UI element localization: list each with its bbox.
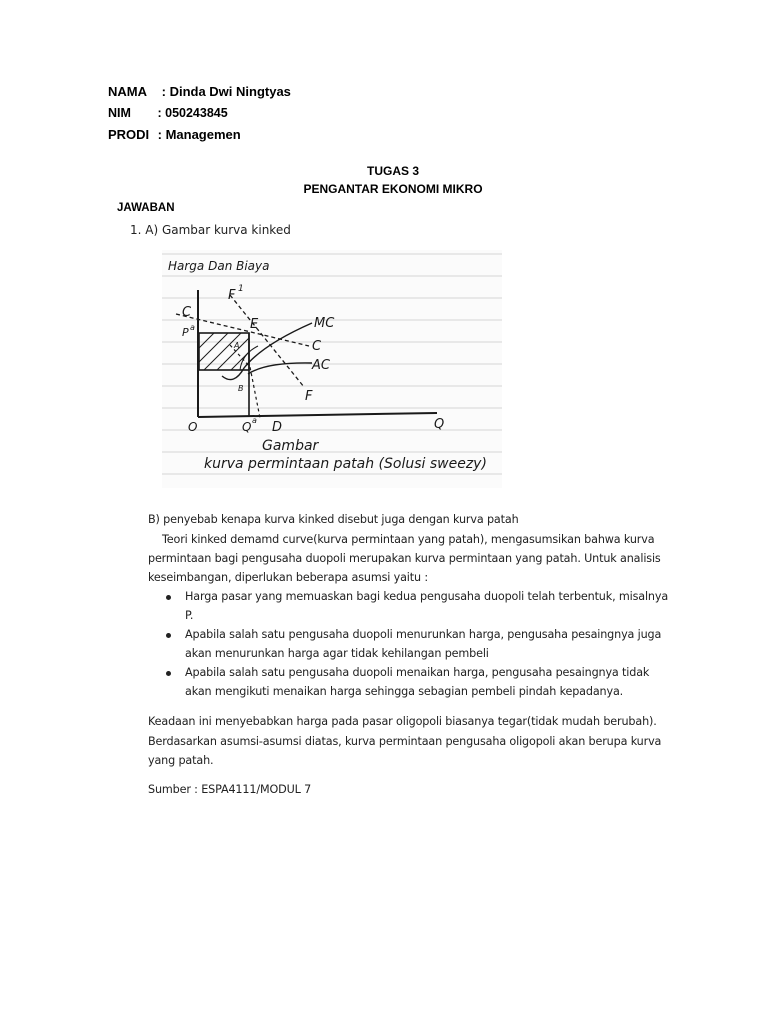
bullet-icon	[166, 595, 171, 600]
label-e: E	[250, 317, 259, 332]
label-q-star: Q	[242, 420, 252, 434]
label-ac: AC	[312, 358, 330, 373]
para1-line1: Teori kinked demamd curve(kurva permintaan yang patah), mengasumsikan bahwa kurva	[162, 533, 655, 546]
question-a: 1. A) Gambar kurva kinked	[130, 223, 291, 237]
bullet2-line2: akan menurunkan harga agar tidak kehilangan pembeli	[185, 647, 489, 660]
bullet-icon	[166, 671, 171, 676]
source-line: Sumber : ESPA4111/MODUL 7	[148, 783, 312, 796]
name-label: NAMA	[108, 84, 147, 99]
label-a: A	[234, 341, 240, 350]
name-value: : Dinda Dwi Ningtyas	[161, 84, 291, 99]
title-tugas: TUGAS 3	[366, 164, 419, 178]
para2-line1: Keadaan ini menyebabkan harga pada pasar oligopoli biasanya tegar(tidak mudah berubah).	[148, 715, 657, 728]
caption-gambar: Gambar	[262, 438, 319, 454]
prodi-label: PRODI	[108, 127, 150, 142]
label-p: P	[182, 326, 189, 339]
bullet1-line1: Harga pasar yang memuaskan bagi kedua pengusaha duopoli telah terbentuk, misalnya	[185, 590, 669, 603]
label-f: F	[305, 389, 313, 404]
title-course: PENGANTAR EKONOMI MIKRO	[303, 182, 483, 196]
para2-line2: Berdasarkan asumsi-asumsi diatas, kurva permintaan pengusaha oligopoli akan berupa kurva	[148, 735, 662, 748]
bullet2-line1: Apabila salah satu pengusaha duopoli menurunkan harga, pengusaha pesaingnya juga	[185, 628, 662, 641]
section-b-heading: B) penyebab kenapa kurva kinked disebut juga dengan kurva patah	[148, 513, 519, 526]
label-f1: F	[228, 288, 236, 303]
bullet3-line2: akan mengikuti menaikan harga sehingga sebagian pembeli pindah kepadanya.	[185, 685, 624, 698]
label-p-sup: a	[190, 323, 195, 332]
y-axis-title: Harga Dan Biaya	[168, 259, 270, 273]
prodi-line	[108, 127, 241, 142]
name-line	[108, 84, 291, 99]
label-mc: MC	[314, 316, 335, 331]
bullet3-line1: Apabila salah satu pengusaha duopoli menaikan harga, pengusaha pesaingnya tidak	[185, 666, 650, 679]
nim-line	[108, 106, 228, 120]
caption-kurva: kurva permintaan patah (Solusi sweezy)	[204, 456, 487, 472]
bullet-icon	[166, 633, 171, 638]
label-b: B	[238, 384, 244, 393]
nim-label: NIM	[108, 106, 131, 120]
jawaban-label: JAWABAN	[117, 202, 175, 214]
label-c-right: C	[312, 339, 322, 354]
kinked-curve-sketch	[162, 250, 502, 488]
label-q-axis: Q	[434, 417, 445, 432]
label-f1-sup: 1	[238, 284, 244, 294]
label-o: O	[188, 420, 198, 434]
bullet1-line2: P.	[185, 609, 194, 622]
label-q-star-sup: a	[252, 416, 257, 425]
para2-line3: yang patah.	[148, 754, 214, 767]
prodi-value: : Managemen	[157, 127, 241, 142]
para1-line2: permintaan bagi pengusaha duopoli merupakan kurva permintaan yang patah. Untuk analisis	[148, 552, 661, 565]
label-c-left: C	[182, 305, 192, 320]
nim-value: : 050243845	[157, 106, 228, 120]
para1-line3: keseimbangan, diperlukan beberapa asumsi yaitu :	[148, 571, 428, 584]
label-d: D	[272, 420, 283, 435]
